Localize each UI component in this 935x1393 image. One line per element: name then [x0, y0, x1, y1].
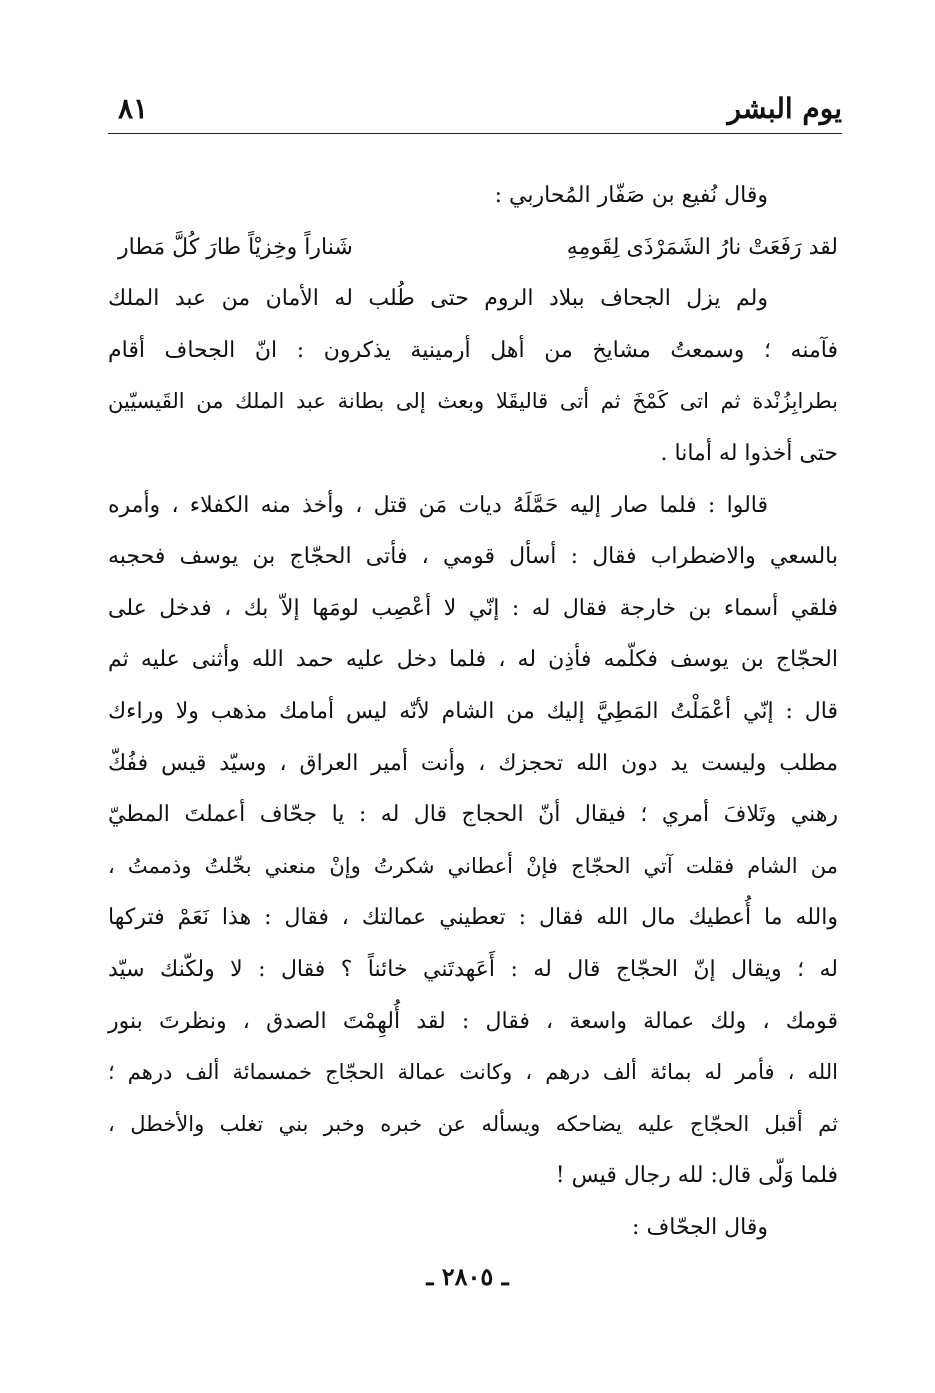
page-footer-code: ـ ٢٨٠٥ ـ	[426, 1262, 509, 1291]
text-line: وقال نُفيع بن صَفّار المُحاربي :	[494, 183, 768, 208]
text-line: الله ، فأمر له بمائة ألف درهم ، وكانت عمالة الحجّاج خمسمائة ألف درهم ؛	[108, 1060, 838, 1085]
text-line: قالوا : فلما صار إليه حَمَّلَهُ ديات مَن قتل ، وأخذ منه الكفلاء ، وأمره	[108, 492, 768, 518]
text-line: ثم أقبل الحجّاج عليه يضاحكه ويسأله عن خبره وخبر بني تغلب والأخطل ،	[108, 1111, 838, 1136]
page-header	[108, 88, 842, 132]
running-title: يوم البشر	[727, 92, 842, 125]
text-line: قال : إنّي أعْمَلْتُ المَطِيَّ إليك من الشام لأنّه ليس أمامك مذهب ولا وراءك	[108, 698, 838, 724]
text-line: الحجّاج بن يوسف فكلّمه فأذِن له ، فلما دخل عليه حمد الله وأثنى عليه ثم	[108, 647, 838, 673]
text-line: فآمنه ؛ وسمعتُ مشايخ من أهل أرمينية يذكرون : انّ الجحاف أقام	[108, 337, 838, 363]
text-line: رهني وتَلافَ أمري ؛ فيقال أنّ الحجاج قال له : يا جحّاف أعملتَ المطيّ	[108, 802, 838, 828]
page-body	[108, 170, 838, 1253]
verse-second-hemistich: شَناراً وخِزيْاً طارَ كُلَّ مَطار	[118, 234, 353, 260]
text-line: والله ما أُعطيك مال الله فقال : تعطيني عمالتك ، فقال : هذا نَعَمْ فتركها	[108, 905, 838, 931]
header-divider	[108, 133, 842, 134]
verse-first-hemistich: لقد رَفَعَتْ نارُ الشَمَرْذَى لِقَومِهِ	[566, 234, 838, 260]
page-number: ٨١	[118, 92, 149, 125]
text-line: مطلب وليست يد دون الله تحجزك ، وأنت أمير العراق ، وسيّد قيس ففُكّ	[108, 750, 838, 776]
poem-verse	[108, 222, 838, 274]
text-line: ولم يزل الجحاف ببلاد الروم حتى طُلب له الأمان من عبد الملك	[108, 286, 768, 312]
text-line: بالسعي والاضطراب فقال : أسأل قومي ، فأتى الحجّاج بن يوسف فحجبه	[108, 544, 838, 570]
text-line: حتى أخذوا له أمانا .	[660, 440, 838, 466]
text-line: له ؛ ويقال إنّ الحجّاج قال له : أَعَهدتَني خائناً ؟ فقال : لا ولكّنك سيّد	[108, 956, 838, 982]
text-line: وقال الجحّاف :	[632, 1214, 768, 1240]
text-line: فلما وَلّى قال: لله رجال قيس !	[555, 1163, 838, 1189]
text-line: من الشام فقلت آتي الحجّاج فإنْ أعطاني شكرتُ وإنْ منعني بخّلتُ وذممتُ ،	[108, 853, 838, 878]
text-line: قومك ، ولك عمالة واسعة ، فقال : لقد أُلهِمْتَ الصدق ، ونظرتَ بنور	[108, 1008, 838, 1034]
text-line: بطرابِزُنْدة ثم اتى كَمْخَ ثم أتى قاليقَلا وبعث إلى بطانة عبد الملك من القَيسيّين	[108, 389, 838, 414]
text-line: فلقي أسماء بن خارجة فقال له : إنّي لا أعْصِب لومَها إلاّ بك ، فدخل على	[108, 595, 838, 621]
